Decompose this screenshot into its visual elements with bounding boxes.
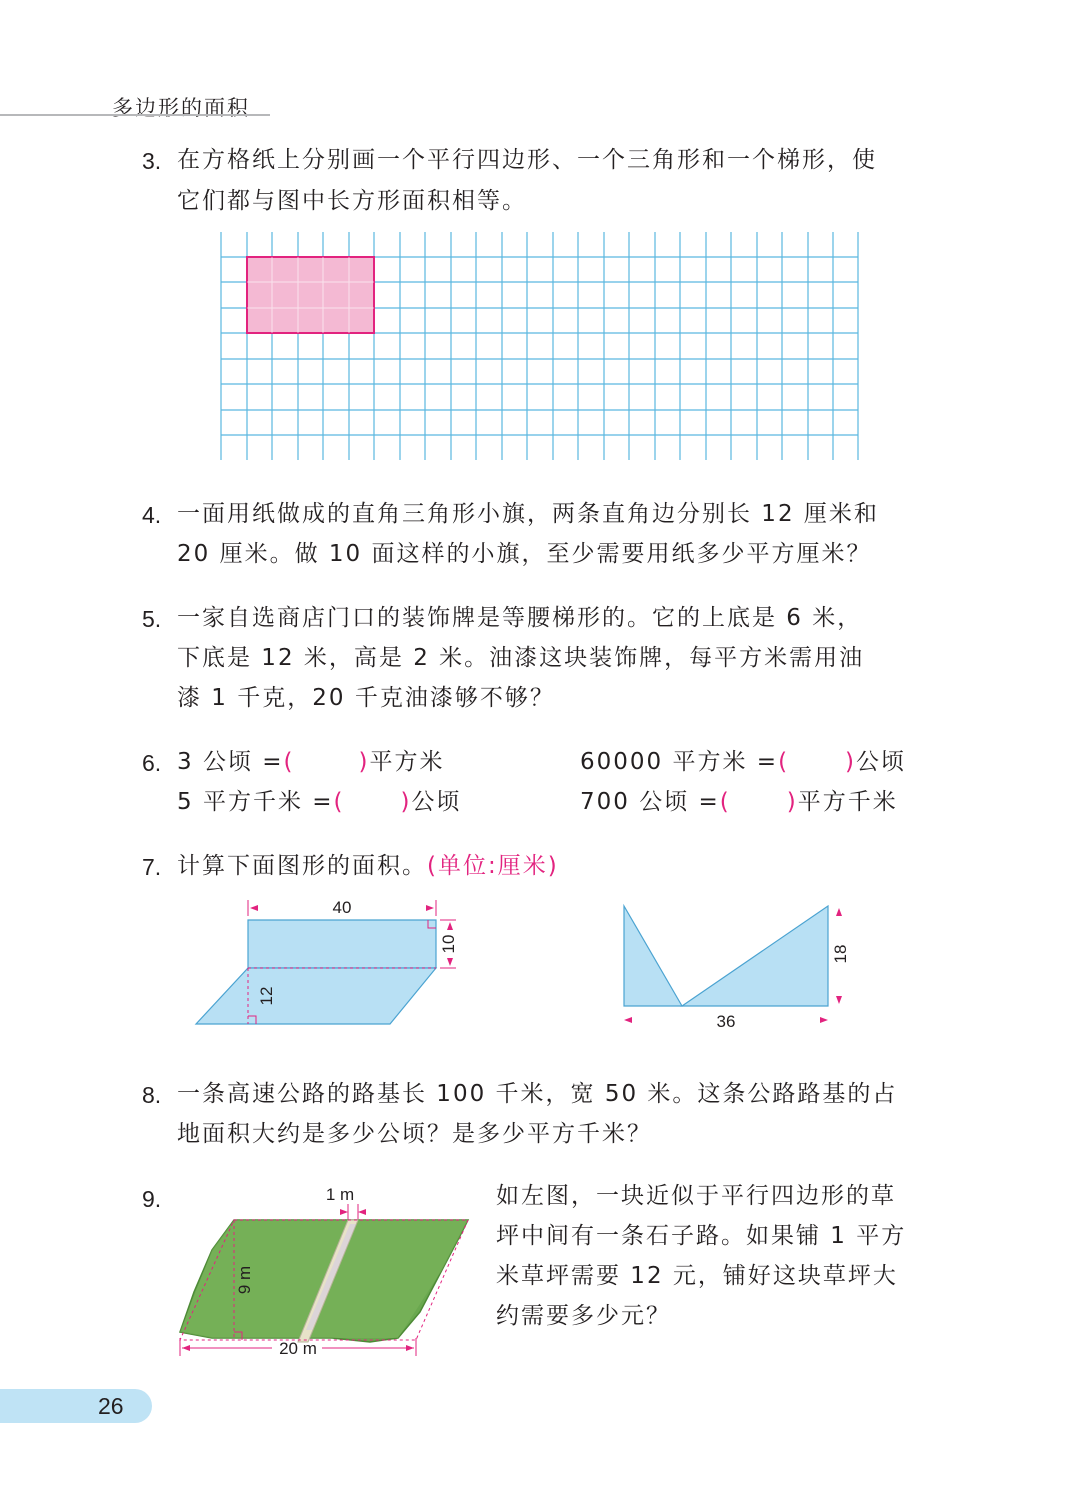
reference-rectangle <box>247 257 374 333</box>
q9-line1: 如左图，一块近似于平行四边形的草 <box>496 1183 896 1209</box>
q9-line4: 约需要多少元？ <box>496 1303 671 1329</box>
q7-unit: (单位:厘米) <box>427 853 559 879</box>
q6-item-d <box>580 782 898 822</box>
q5-number: 5. <box>142 606 162 632</box>
fig1-label-top: 40 <box>332 898 352 917</box>
q6-d-right: 平方千米 <box>797 789 898 815</box>
q6-d-left: 700 公顷 = <box>580 789 720 815</box>
q4-line1: 一面用纸做成的直角三角形小旗，两条直角边分别长 12 厘米和 <box>177 501 879 527</box>
fig2-label-height: 18 <box>831 944 850 964</box>
q6-item-c <box>177 782 462 822</box>
path-width-label: 1 m <box>325 1185 355 1204</box>
q8-line1: 一条高速公路的路基长 100 千米，宽 50 米。这条公路路基的占 <box>177 1081 898 1107</box>
q9-line3: 米草坪需要 12 元，铺好这块草坪大 <box>496 1263 898 1289</box>
lawn-figure <box>172 1180 482 1360</box>
q6-a-right: 平方米 <box>369 749 445 775</box>
q9-number: 9. <box>142 1186 162 1212</box>
q8-line2: 地面积大约是多少公顷？是多少平方千米？ <box>177 1121 652 1147</box>
q6-a-paren-close: ) <box>358 749 370 775</box>
q4-line2: 20 厘米。做 10 面这样的小旗，至少需要用纸多少平方厘米？ <box>177 541 872 567</box>
q6-c-paren-close: ) <box>400 789 412 815</box>
q5-line3: 漆 1 千克，20 千克油漆够不够？ <box>177 685 555 711</box>
header-rule <box>0 114 270 116</box>
q6-item-b <box>580 742 906 782</box>
q6-d-paren-close: ) <box>786 789 798 815</box>
q6-item-a <box>177 742 445 782</box>
q6-d-paren-open: ( <box>719 789 731 815</box>
q6-b-right: 公顷 <box>856 749 907 775</box>
fig1-label-height: 10 <box>439 934 458 954</box>
q8-number: 8. <box>142 1082 162 1108</box>
q6-a-left: 3 公顷 = <box>177 749 284 775</box>
q3-line1: 在方格纸上分别画一个平行四边形、一个三角形和一个梯形，使 <box>177 147 877 173</box>
q6-c-right: 公顷 <box>411 789 462 815</box>
fig1-label-slant: 12 <box>257 986 276 1006</box>
page-number: 26 <box>98 1393 124 1419</box>
q6-b-left: 60000 平方米 = <box>580 749 779 775</box>
figure-two-triangles <box>610 892 860 1032</box>
q3-number: 3. <box>142 148 162 174</box>
q6-c-left: 5 平方千米 = <box>177 789 334 815</box>
q7-line <box>177 846 559 886</box>
q7-text: 计算下面图形的面积。 <box>177 853 427 879</box>
q6-b-paren-close: ) <box>845 749 857 775</box>
q3-line2: 它们都与图中长方形面积相等。 <box>177 188 527 214</box>
q5-line1: 一家自选商店门口的装饰牌是等腰梯形的。它的上底是 6 米， <box>177 605 863 631</box>
q6-c-paren-open: ( <box>333 789 345 815</box>
q9-line2: 坪中间有一条石子路。如果铺 1 平方 <box>496 1223 907 1249</box>
fig2-label-base: 36 <box>716 1012 736 1031</box>
grid-paper <box>218 230 862 464</box>
lawn-base-label: 20 m <box>279 1339 317 1358</box>
q6-a-paren-open: ( <box>283 749 295 775</box>
q6-b-paren-open: ( <box>778 749 790 775</box>
page-number-tab <box>0 1389 152 1423</box>
q7-number: 7. <box>142 854 162 880</box>
lawn-height-label: 9 m <box>235 1265 254 1295</box>
q6-number: 6. <box>142 750 162 776</box>
chapter-title: 多边形的面积 <box>112 96 250 120</box>
q5-line2: 下底是 12 米，高是 2 米。油漆这块装饰牌，每平方米需用油 <box>177 645 865 671</box>
q4-number: 4. <box>142 502 162 528</box>
figure-rect-parallelogram <box>190 892 470 1032</box>
